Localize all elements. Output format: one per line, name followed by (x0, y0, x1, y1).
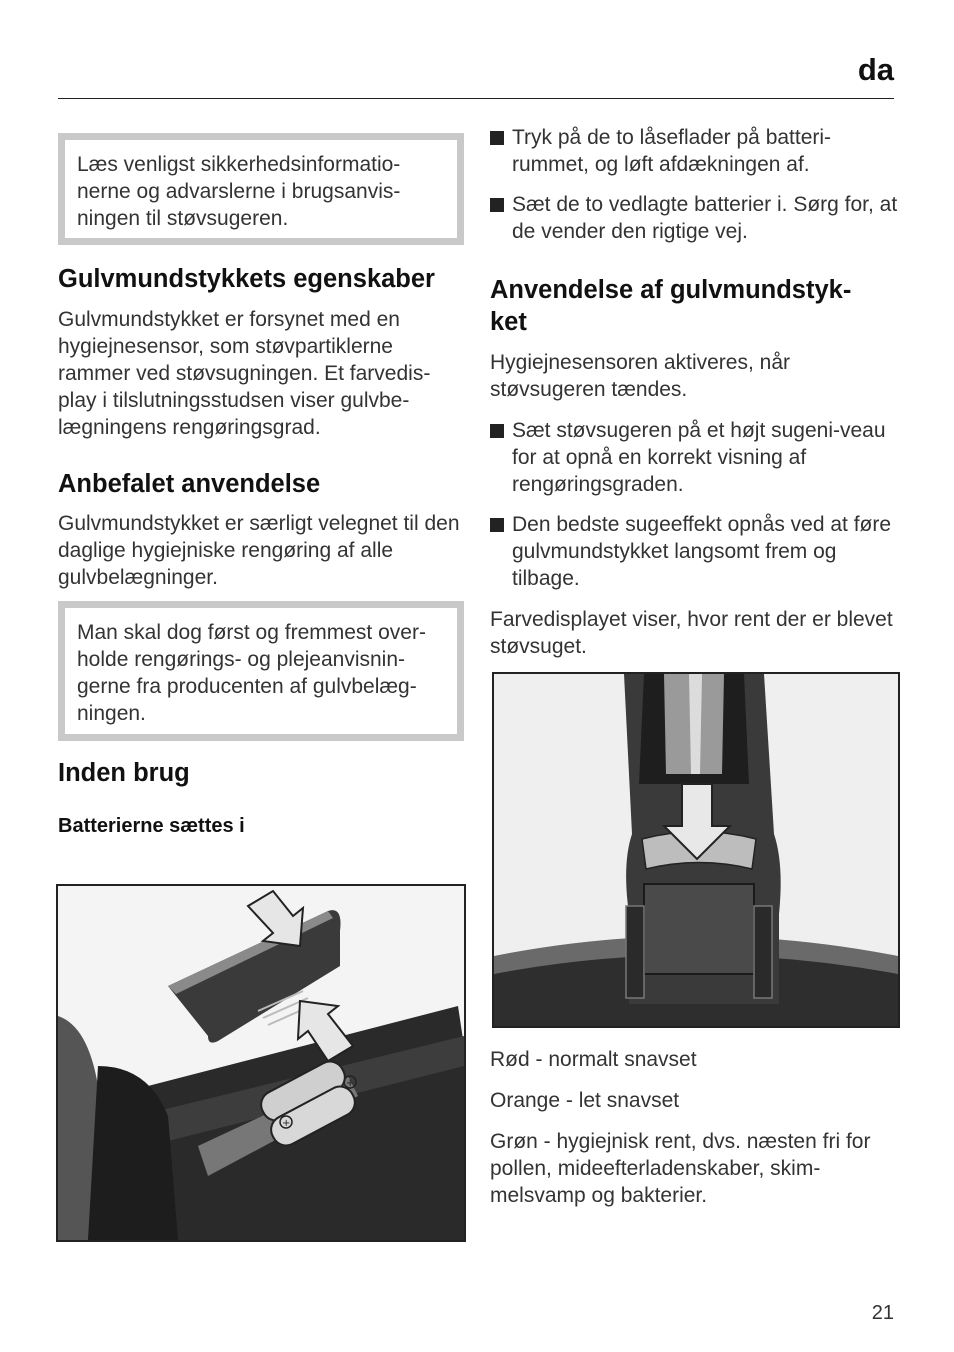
paragraph-display: Farvedisplayet viser, hvor rent der er blevet støvsuget. (490, 608, 893, 658)
bullet-text: Tryk på de to låseflader på batteri-rummet, og løft afdækningen af. (512, 126, 832, 176)
care-note-text: Man skal dog først og fremmest over-holde rengørings- og plejeanvisnin-gerne fra producenten af gulvbelæg-ningen. (77, 621, 426, 725)
svg-text:+: + (346, 1078, 355, 1089)
heading-usage-line-2: ket (490, 308, 527, 336)
header-rule (58, 98, 894, 99)
bullet-square-icon (490, 131, 504, 145)
bullet-item (490, 124, 900, 178)
safety-note-text: Læs venligst sikkerhedsinformatio-nerne og advarslerne i brugsanvis-ningen til støvsugeren. (77, 153, 401, 230)
color-orange-text: Orange - let snavset (490, 1089, 680, 1112)
bullet-square-icon (490, 198, 504, 212)
heading-batteries: Batterierne sættes i (58, 815, 245, 837)
bullet-text: Sæt støvsugeren på et højt sugeni-veau for at opnå en korrekt visning af rengøringsgraden. (512, 419, 886, 496)
heading-before-use: Inden brug (58, 759, 190, 787)
bullet-square-icon (490, 518, 504, 532)
left-column (58, 118, 464, 1129)
page-number: 21 (871, 1302, 894, 1324)
paragraph-usage: Hygiejnesensoren aktiveres, når støvsugeren tændes. (490, 351, 790, 401)
paragraph-recommended: Gulvmundstykket er særligt velegnet til den daglige hygiejniske rengøring af alle gulvbelægninger. (58, 512, 460, 589)
bullet-item (490, 511, 900, 592)
bullet-item (490, 417, 900, 498)
battery-illustration (56, 884, 466, 1242)
color-green-text: Grøn - hygiejnisk rent, dvs. næsten fri for pollen, mideefterladenskaber, skim-melsvamp og bakterier. (490, 1130, 871, 1207)
svg-text:+: + (282, 1118, 291, 1129)
right-column (490, 118, 900, 1209)
language-code: da (857, 52, 894, 87)
bullet-square-icon (490, 424, 504, 438)
bullet-text: Sæt de to vedlagte batterier i. Sørg for, at de vender den rigtige vej. (512, 193, 898, 243)
color-red-text: Rød - normalt snavset (490, 1048, 697, 1071)
color-display-illustration (492, 672, 900, 1028)
paragraph-features: Gulvmundstykket er forsynet med en hygiejnesensor, som støvpartiklerne rammer ved støvsugningen. Et farvedis-play i tilslutningsstudsen viser gulvbe-lægningens rengøringsgrad. (58, 308, 431, 439)
bullet-text: Den bedste sugeeffekt opnås ved at føre gulvmundstykket langsomt frem og tilbage. (512, 513, 892, 590)
bullet-item (490, 191, 900, 245)
care-note-box (58, 601, 464, 741)
heading-usage-line-1: Anvendelse af gulvmundstyk- (490, 276, 852, 304)
heading-features: Gulvmundstykkets egenskaber (58, 265, 435, 293)
safety-note-box (58, 133, 464, 245)
heading-recommended: Anbefalet anvendelse (58, 470, 321, 498)
heading-usage (490, 274, 900, 338)
